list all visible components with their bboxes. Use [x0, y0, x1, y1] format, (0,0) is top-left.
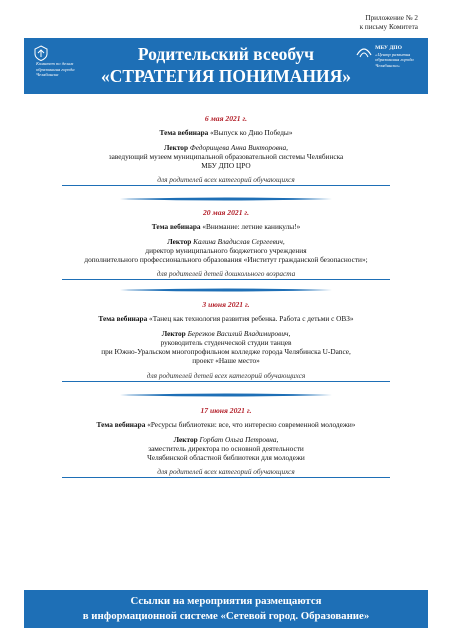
lecturer-line: Челябинской областной библиотеки для молодежи	[147, 453, 305, 463]
lecturer-name: Калина Владислав Сергеевич,	[193, 236, 285, 246]
appendix-note	[360, 14, 418, 31]
lecturer-label: Лектор	[161, 328, 186, 338]
lecturer-line: при Южно-Уральском многопрофильном колледже города Челябинска U-Dance,	[101, 347, 351, 357]
event-block	[20, 300, 432, 380]
event-block	[20, 406, 432, 477]
event-block	[20, 114, 432, 185]
event-date: 20 мая 2021 г.	[203, 208, 249, 217]
event-block	[20, 208, 432, 279]
event-audience: для родителей детей всех категорий обучающихся	[146, 370, 306, 380]
audience-underline	[62, 381, 390, 382]
topic-label: Тема вебинара	[159, 128, 209, 138]
lecturer-name: Федорищева Анна Викторовна,	[189, 142, 288, 152]
center-logo-subtext: «Центр развития образования города Челябинска»	[375, 51, 414, 68]
lecturer-label: Лектор	[163, 142, 189, 152]
event-lecturer	[20, 329, 432, 366]
lecturer-line: директор муниципального бюджетного учреждения	[145, 245, 307, 255]
audience-underline	[62, 185, 390, 186]
event-lecturer	[20, 435, 432, 463]
title-line-2: «СТРАТЕГИЯ ПОНИМАНИЯ»	[101, 66, 351, 86]
topic-label: Тема вебинара	[151, 222, 201, 232]
lecturer-line: проект «Наше место»	[192, 356, 260, 366]
event-date: 3 июня 2021 г.	[202, 300, 250, 309]
topic-text: «Ресурсы библиотеки: все, что интересно современной молодежи»	[147, 420, 356, 430]
lecturer-line: руководитель студенческой студии танцев	[160, 337, 292, 347]
event-audience: для родителей детей дошкольного возраста	[156, 269, 296, 279]
event-date: 17 июня 2021 г.	[200, 406, 252, 415]
lecturer-line: МБУ ДПО ЦРО	[201, 161, 251, 171]
lecturer-line: заместитель директора по основной деятельности	[148, 443, 304, 453]
event-date: 6 мая 2021 г.	[204, 114, 248, 123]
event-lecturer	[20, 143, 432, 171]
section-divider	[120, 391, 332, 399]
topic-text: «Выпуск ко Дню Победы»	[210, 128, 293, 138]
lecturer-label: Лектор	[173, 434, 198, 444]
section-divider	[120, 286, 332, 294]
lecturer-label: Лектор	[167, 236, 192, 246]
center-logo-text	[375, 45, 419, 68]
event-topic	[20, 128, 432, 137]
footer-line-2: в информационной системе «Сетевой город. Образование»	[82, 609, 370, 622]
audience-underline	[62, 477, 390, 478]
header-banner	[24, 38, 428, 94]
committee-logo-text: Комитет по делам образования города Челябинска	[36, 61, 75, 78]
appendix-line-1: Приложение № 2	[365, 14, 418, 22]
appendix-line-2: к письму Комитета	[359, 22, 418, 31]
topic-label: Тема вебинара	[96, 420, 146, 430]
footer-line-1: Ссылки на мероприятия размещаются	[130, 595, 322, 607]
center-logo	[356, 45, 420, 68]
event-audience: для родителей всех категорий обучающихся	[157, 175, 295, 185]
audience-underline	[62, 279, 390, 280]
event-topic	[20, 222, 432, 231]
lecturer-name: Горбат Ольга Петровна,	[199, 434, 279, 444]
topic-label: Тема вебинара	[98, 314, 148, 324]
center-emblem-icon	[356, 45, 372, 59]
topic-text: «Танец как технология развития ребенка. Работа с детьми с ОВЗ»	[149, 314, 354, 324]
event-audience: для родителей всех категорий обучающихся	[157, 467, 295, 477]
event-topic	[20, 420, 432, 429]
lecturer-line: дополнительного профессионального образования «Институт гражданской безопасности»;	[84, 255, 368, 265]
center-logo-head: МБУ ДПО	[375, 45, 402, 51]
lecturer-name: Березков Василий Владимирович,	[187, 328, 291, 338]
title-line-1: Родительский всеобуч	[137, 44, 315, 64]
lecturer-line: заведующий музеем муниципальной образовательной системы Челябинска	[108, 151, 344, 161]
topic-text: «Внимание: летние каникулы!»	[202, 222, 301, 232]
event-lecturer	[20, 237, 432, 265]
section-divider	[120, 195, 332, 203]
event-topic	[20, 314, 432, 323]
footer-banner	[24, 590, 428, 628]
